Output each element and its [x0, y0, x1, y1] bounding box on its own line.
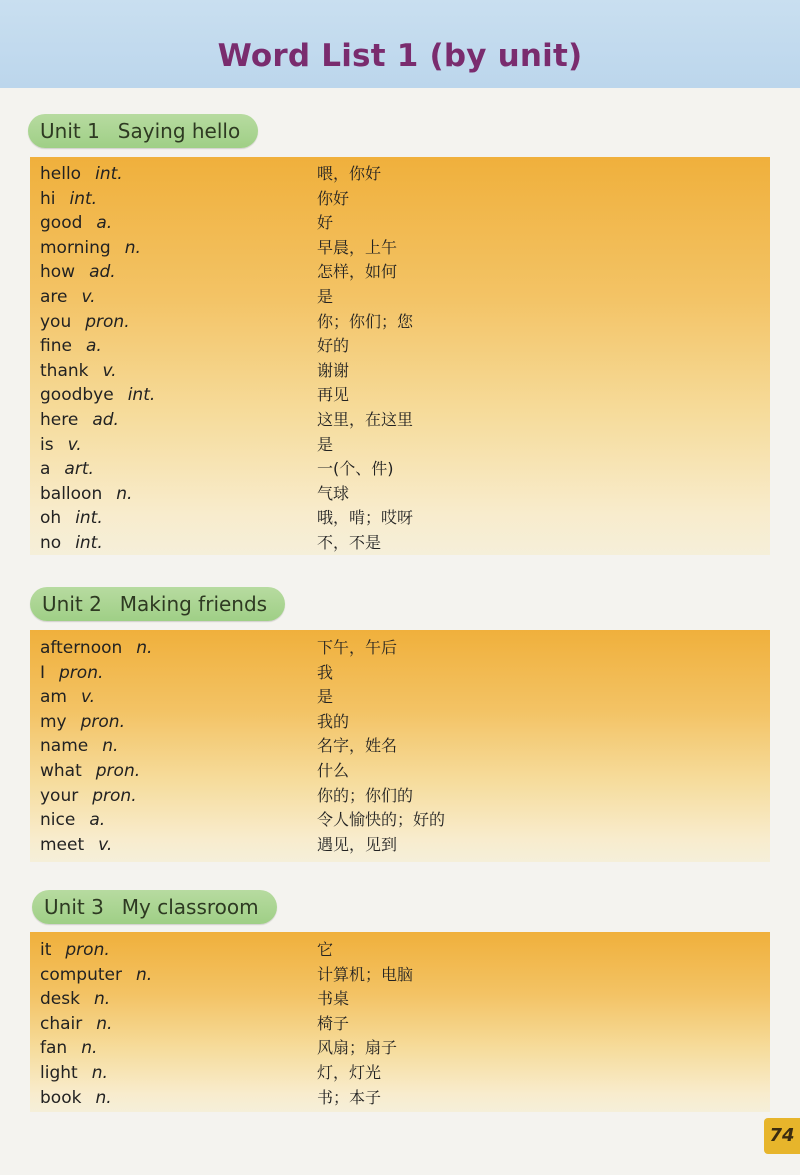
word-row	[30, 211, 770, 235]
part-of-speech: v.	[80, 687, 96, 708]
word-text: fine	[40, 336, 72, 357]
word-meaning: 是	[317, 434, 334, 454]
part-of-speech: int.	[75, 533, 103, 553]
word-entry	[40, 938, 110, 962]
word-meaning: 风扇；扇子	[317, 1038, 398, 1058]
part-of-speech: pron.	[95, 761, 141, 781]
part-of-speech: a.	[96, 213, 113, 234]
part-of-speech: n.	[93, 989, 111, 1010]
word-entry	[40, 531, 103, 555]
word-entry	[40, 433, 82, 457]
part-of-speech: pron.	[85, 311, 130, 332]
word-meaning: 它	[317, 940, 334, 959]
word-meaning: 遇见，见到	[317, 834, 398, 854]
word-entry	[40, 1061, 108, 1085]
part-of-speech: ad.	[92, 410, 119, 430]
word-row	[30, 636, 770, 660]
unit-name: My classroom	[121, 895, 259, 919]
word-meaning: 气球	[317, 483, 350, 503]
part-of-speech: art.	[64, 459, 94, 480]
part-of-speech: n.	[102, 736, 119, 757]
word-entry	[40, 408, 119, 432]
word-meaning: 是	[317, 287, 334, 306]
word-entry	[40, 457, 94, 481]
word-row	[30, 661, 770, 685]
word-meaning: 是	[317, 687, 334, 707]
part-of-speech: n.	[95, 1087, 112, 1108]
word-text: goodbye	[40, 385, 114, 406]
part-of-speech: v.	[98, 834, 113, 855]
word-text: you	[40, 311, 72, 332]
part-of-speech: n.	[91, 1063, 108, 1083]
word-text: name	[40, 736, 89, 757]
word-entry	[40, 187, 97, 211]
part-of-speech: a.	[85, 336, 102, 357]
part-of-speech: ad.	[89, 262, 116, 283]
word-row	[30, 482, 770, 506]
unit-number: Unit 3	[44, 895, 104, 919]
word-panel-unit-1	[30, 157, 770, 555]
word-entry	[40, 359, 117, 383]
word-text: oh	[40, 508, 62, 529]
word-meaning: 什么	[317, 761, 350, 780]
word-text: here	[40, 410, 79, 430]
word-row	[30, 506, 770, 530]
word-row	[30, 987, 770, 1011]
unit-heading-3	[32, 890, 277, 924]
word-entry	[40, 987, 110, 1011]
word-meaning: 喂，你好	[317, 164, 382, 183]
unit-heading-1	[28, 114, 258, 148]
word-text: good	[40, 213, 83, 234]
word-entry	[40, 759, 140, 783]
word-entry	[40, 162, 123, 186]
part-of-speech: pron.	[92, 785, 137, 806]
part-of-speech: v.	[67, 434, 82, 455]
word-row	[30, 710, 770, 734]
unit-number: Unit 2	[42, 592, 102, 616]
word-row	[30, 285, 770, 309]
word-row	[30, 1036, 770, 1060]
word-entry	[40, 710, 125, 734]
word-row	[30, 1012, 770, 1036]
part-of-speech: n.	[81, 1038, 98, 1059]
word-text: afternoon	[40, 638, 123, 658]
word-meaning: 令人愉快的；好的	[317, 810, 446, 830]
word-text: a	[40, 459, 51, 480]
word-text: hello	[40, 164, 82, 184]
word-text: your	[40, 785, 79, 806]
part-of-speech: n.	[136, 964, 153, 985]
word-meaning: 好	[317, 213, 334, 233]
word-text: no	[40, 533, 62, 553]
word-entry	[40, 334, 102, 358]
word-meaning: 书；本子	[317, 1087, 382, 1107]
word-meaning: 我	[317, 662, 334, 682]
word-text: my	[40, 711, 67, 732]
word-meaning: 书桌	[317, 989, 350, 1009]
word-entry	[40, 310, 130, 334]
word-row	[30, 685, 770, 709]
word-row	[30, 433, 770, 457]
word-text: how	[40, 262, 76, 283]
word-row	[30, 334, 770, 358]
word-row	[30, 457, 770, 481]
word-row	[30, 1061, 770, 1085]
word-text: desk	[40, 989, 80, 1010]
part-of-speech: n.	[116, 483, 133, 504]
word-row	[30, 808, 770, 832]
word-meaning: 好的	[317, 336, 350, 356]
word-text: it	[40, 940, 52, 960]
word-row	[30, 938, 770, 962]
part-of-speech: v.	[102, 360, 117, 381]
word-entry	[40, 1036, 97, 1060]
word-text: light	[40, 1063, 78, 1083]
word-text: hi	[40, 188, 56, 209]
part-of-speech: pron.	[80, 711, 125, 732]
word-row	[30, 531, 770, 555]
word-entry	[40, 833, 112, 857]
word-row	[30, 359, 770, 383]
word-row	[30, 260, 770, 284]
word-entry	[40, 784, 137, 808]
word-text: are	[40, 287, 68, 307]
unit-name: Making friends	[119, 592, 268, 616]
part-of-speech: a.	[89, 810, 106, 831]
word-entry	[40, 383, 155, 407]
word-entry	[40, 236, 141, 260]
word-text: am	[40, 687, 67, 708]
word-panel-unit-2	[30, 630, 770, 862]
word-meaning: 怎样，如何	[317, 262, 398, 282]
word-text: meet	[40, 834, 85, 855]
word-row	[30, 162, 770, 186]
word-text: book	[40, 1087, 82, 1108]
word-text: nice	[40, 810, 76, 831]
word-row	[30, 963, 770, 987]
word-entry	[40, 734, 118, 758]
word-meaning: 你的；你们的	[317, 785, 414, 805]
word-row	[30, 784, 770, 808]
word-row	[30, 187, 770, 211]
part-of-speech: int.	[127, 385, 156, 406]
word-row	[30, 734, 770, 758]
word-entry	[40, 260, 116, 284]
word-entry	[40, 1086, 112, 1110]
word-meaning: 这里，在这里	[317, 410, 414, 429]
word-meaning: 不，不是	[317, 533, 382, 552]
part-of-speech: pron.	[65, 940, 110, 960]
unit-number: Unit 1	[40, 119, 100, 143]
part-of-speech: n.	[124, 237, 141, 258]
word-text: fan	[40, 1038, 68, 1059]
word-row	[30, 833, 770, 857]
word-meaning: 谢谢	[317, 360, 350, 380]
word-text: I	[40, 662, 46, 683]
word-meaning: 哦，啃；哎呀	[317, 508, 414, 528]
unit-heading-2	[30, 587, 285, 621]
word-meaning: 我的	[317, 711, 350, 731]
part-of-speech: n.	[136, 638, 153, 658]
word-entry	[40, 482, 132, 506]
word-meaning: 计算机；电脑	[317, 964, 414, 984]
word-entry	[40, 506, 103, 530]
word-text: is	[40, 434, 54, 455]
word-meaning: 下午，午后	[317, 638, 398, 657]
word-entry	[40, 1012, 112, 1036]
word-meaning: 早晨，上午	[317, 237, 398, 257]
word-text: thank	[40, 360, 89, 381]
page-number: 74	[764, 1118, 800, 1154]
word-entry	[40, 963, 152, 987]
page-title: Word List 1 (by unit)	[217, 38, 583, 74]
part-of-speech: int.	[69, 188, 98, 209]
word-meaning: 一(个、件)	[317, 459, 394, 479]
word-row	[30, 236, 770, 260]
word-text: morning	[40, 237, 111, 258]
word-text: what	[40, 761, 82, 781]
part-of-speech: int.	[95, 164, 123, 184]
word-text: computer	[40, 964, 122, 985]
word-text: chair	[40, 1013, 83, 1034]
word-row	[30, 408, 770, 432]
word-entry	[40, 808, 105, 832]
word-entry	[40, 211, 112, 235]
word-entry	[40, 636, 152, 660]
word-row	[30, 759, 770, 783]
word-meaning: 你好	[317, 188, 350, 208]
part-of-speech: pron.	[59, 662, 104, 683]
part-of-speech: v.	[81, 287, 96, 307]
word-meaning: 名字，姓名	[317, 736, 398, 756]
word-entry	[40, 685, 95, 709]
word-entry	[40, 661, 103, 685]
unit-name: Saying hello	[117, 119, 241, 143]
word-text: balloon	[40, 483, 103, 504]
word-meaning: 你；你们；您	[317, 311, 414, 331]
word-entry	[40, 285, 96, 309]
word-panel-unit-3	[30, 932, 770, 1112]
word-meaning: 灯，灯光	[317, 1063, 382, 1082]
word-meaning: 再见	[317, 385, 350, 405]
word-row	[30, 310, 770, 334]
word-row	[30, 383, 770, 407]
word-meaning: 椅子	[317, 1013, 350, 1033]
part-of-speech: n.	[96, 1013, 113, 1034]
part-of-speech: int.	[75, 508, 103, 529]
word-row	[30, 1086, 770, 1110]
